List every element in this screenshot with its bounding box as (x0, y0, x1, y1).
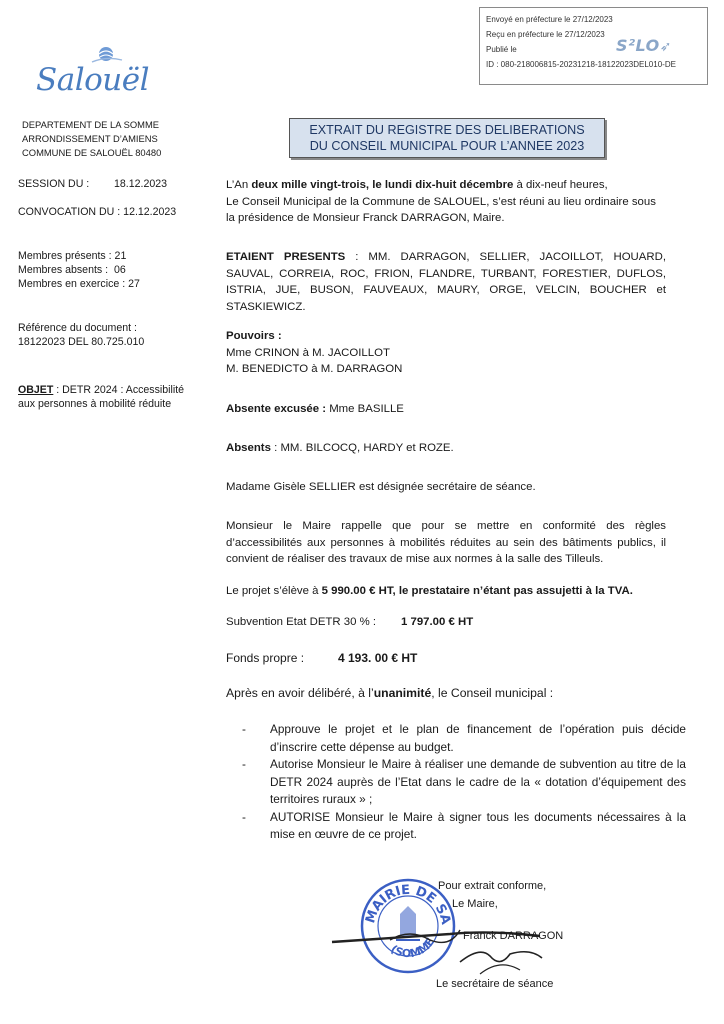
s2low-logo (616, 38, 672, 55)
department-line: DEPARTEMENT DE LA SOMME (22, 119, 160, 130)
projet-cost (226, 583, 666, 600)
title-line-2: DU CONSEIL MUNICIPAL POUR L’ANNEE 2023 (309, 139, 585, 153)
delibere-line (226, 685, 666, 702)
absente-label: Absente excusée : (226, 403, 327, 415)
arrow-icon: ➶ (659, 39, 672, 55)
intro-a: L’An (226, 179, 252, 191)
objet-block (18, 383, 184, 411)
members-absent (18, 263, 140, 277)
delibere-a: Après en avoir délibéré, à l’ (226, 686, 374, 700)
secretaire-label: Le secrétaire de séance (436, 978, 554, 990)
session-value: 18.12.2023 (114, 178, 168, 190)
session-row (18, 177, 167, 191)
title-line-1: EXTRAIT DU REGISTRE DES DELIBERATIONS (309, 123, 585, 137)
arrondissement-line: ARRONDISSEMENT D’AMIENS (22, 133, 158, 144)
fonds-row (226, 650, 666, 667)
reference-value: 18122023 DEL 80.725.010 (18, 336, 145, 348)
members-absent-value: 06 (113, 264, 126, 276)
intro-line-3: la présidence de Monsieur Franck DARRAGON, Maire. (226, 212, 505, 224)
pouvoirs-label: Pouvoirs : (226, 330, 282, 342)
intro-paragraph (226, 177, 666, 227)
absente-value: Mme BASILLE (326, 403, 404, 415)
subvention-row (226, 614, 666, 631)
presents-text: : MM. DARRAGON, SELLIER, JACOILLOT, HOUARD, SAUVAL, CORREIA, ROC, FRION, FLANDRE, TURBANT, FORESTIER, DUFLOS, ISTRIA, JUE, BUSON, FAUVEAUX, MAURY, ORGE, VELCIN, BOUCHER et STASKIEWICZ. (226, 251, 666, 313)
mayor-name: Franck DARRAGON (463, 930, 564, 942)
objet-label: OBJET (18, 384, 54, 396)
secretaire-designation: Madame Gisèle SELLIER est désignée secrétaire de séance. (226, 481, 536, 493)
s2low-logo-text: S²LO (616, 36, 660, 55)
decision-text: Approuve le projet et le plan de financement de l’opération puis décide d’inscrire cette dépense au budget. (270, 722, 686, 754)
subvention-label: Subvention Etat DETR 30 % : (226, 616, 377, 628)
projet-a: Le projet s’élève à (226, 585, 322, 597)
prefecture-published: Publié le (486, 45, 517, 54)
absents-value: : MM. BILCOCQ, HARDY et ROZE. (270, 442, 454, 454)
decision-text: AUTORISE Monsieur le Maire à signer tous les documents nécessaires à la mise en œuvre de ce projet. (270, 809, 686, 841)
convocation-row (18, 205, 176, 219)
prefecture-stamp-box (479, 7, 708, 85)
reference-block (18, 321, 144, 349)
absente-excusee (226, 401, 666, 418)
convocation-label: CONVOCATION DU : (18, 206, 121, 218)
presents-label: ETAIENT PRESENTS (226, 251, 346, 263)
salouel-logo (36, 44, 166, 102)
members-present: Membres présents : 21 (18, 250, 127, 262)
pouvoir-2: M. BENEDICTO à M. DARRAGON (226, 363, 403, 375)
document-title-box (289, 118, 605, 158)
prefecture-received: Reçu en préfecture le 27/12/2023 (486, 30, 605, 39)
session-label: SESSION DU : (18, 178, 90, 190)
intro-line-2: Le Conseil Municipal de la Commune de SALOUEL, s’est réuni au lieu ordinaire sous (226, 195, 656, 208)
decisions-list (242, 721, 686, 844)
reference-label: Référence du document : (18, 322, 137, 334)
fonds-value: 4 193. 00 € HT (338, 651, 418, 665)
pour-extrait: Pour extrait conforme, (438, 880, 547, 892)
list-item: - AUTORISE Monsieur le Maire à signer tous les documents nécessaires à la mise en œuvre de ce projet. (242, 809, 686, 841)
intro-date: deux mille vingt-trois, le lundi dix-huit décembre (251, 179, 514, 191)
members-block (18, 249, 140, 291)
members-exercice: Membres en exercice : 27 (18, 278, 140, 290)
department-header (22, 118, 161, 160)
absents (226, 440, 666, 457)
list-item: - Approuve le projet et le plan de financement de l’opération puis décide d’inscrire cette dépense au budget. (242, 722, 686, 754)
logo-text: Salouël (36, 62, 150, 98)
delibere-c: , le Conseil municipal : (431, 686, 554, 700)
rappel-paragraph: Monsieur le Maire rappelle que pour se mettre en conformité des règles d’accessibilités aux personnes à mobilités réduites au sein des bâtiments publics, il convient de réaliser des travaux de mise aux normes à la salle des Tilleuls. (226, 520, 666, 565)
prefecture-sent: Envoyé en préfecture le 27/12/2023 (486, 15, 613, 24)
absents-label: Absents (226, 442, 271, 454)
stamp-bottom-text: (SOMME (388, 935, 438, 961)
le-maire: Le Maire, (452, 898, 498, 910)
convocation-value: 12.12.2023 (123, 206, 177, 218)
objet-text: : DETR 2024 : Accessibilité (53, 384, 185, 396)
delibere-unanimite: unanimité (373, 686, 432, 700)
fonds-label: Fonds propre : (226, 651, 305, 665)
pouvoir-1: Mme CRINON à M. JACOILLOT (226, 346, 390, 359)
prefecture-id: ID : 080-218006815-20231218-18122023DEL010-DE (486, 60, 676, 69)
intro-c: à dix-neuf heures, (513, 179, 608, 191)
pouvoirs-block (226, 328, 666, 378)
projet-amount: 5 990.00 € HT, le prestataire n’étant pas assujetti à la TVA. (321, 585, 633, 597)
stamp-top-text: MAIRIE DE SA (363, 882, 453, 927)
list-item: - Autorise Monsieur le Maire à réaliser une demande de subvention au titre de la DETR 2024 auprès de l’Etat dans le cadre de la « dotation d’équipement des territoires ruraux » ; (242, 757, 686, 806)
presents-paragraph (226, 249, 666, 315)
objet-text-2: aux personnes à mobilité réduite (18, 398, 172, 410)
commune-line: COMMUNE DE SALOUËL 80480 (22, 147, 162, 158)
members-absent-label: Membres absents : (18, 264, 109, 276)
subvention-value: 1 797.00 € HT (401, 616, 474, 628)
decision-text: Autorise Monsieur le Maire à réaliser une demande de subvention au titre de la DETR 2024 auprès de l’Etat dans le cadre de la « dotation d’équipement des territoires ruraux » ; (270, 757, 686, 806)
